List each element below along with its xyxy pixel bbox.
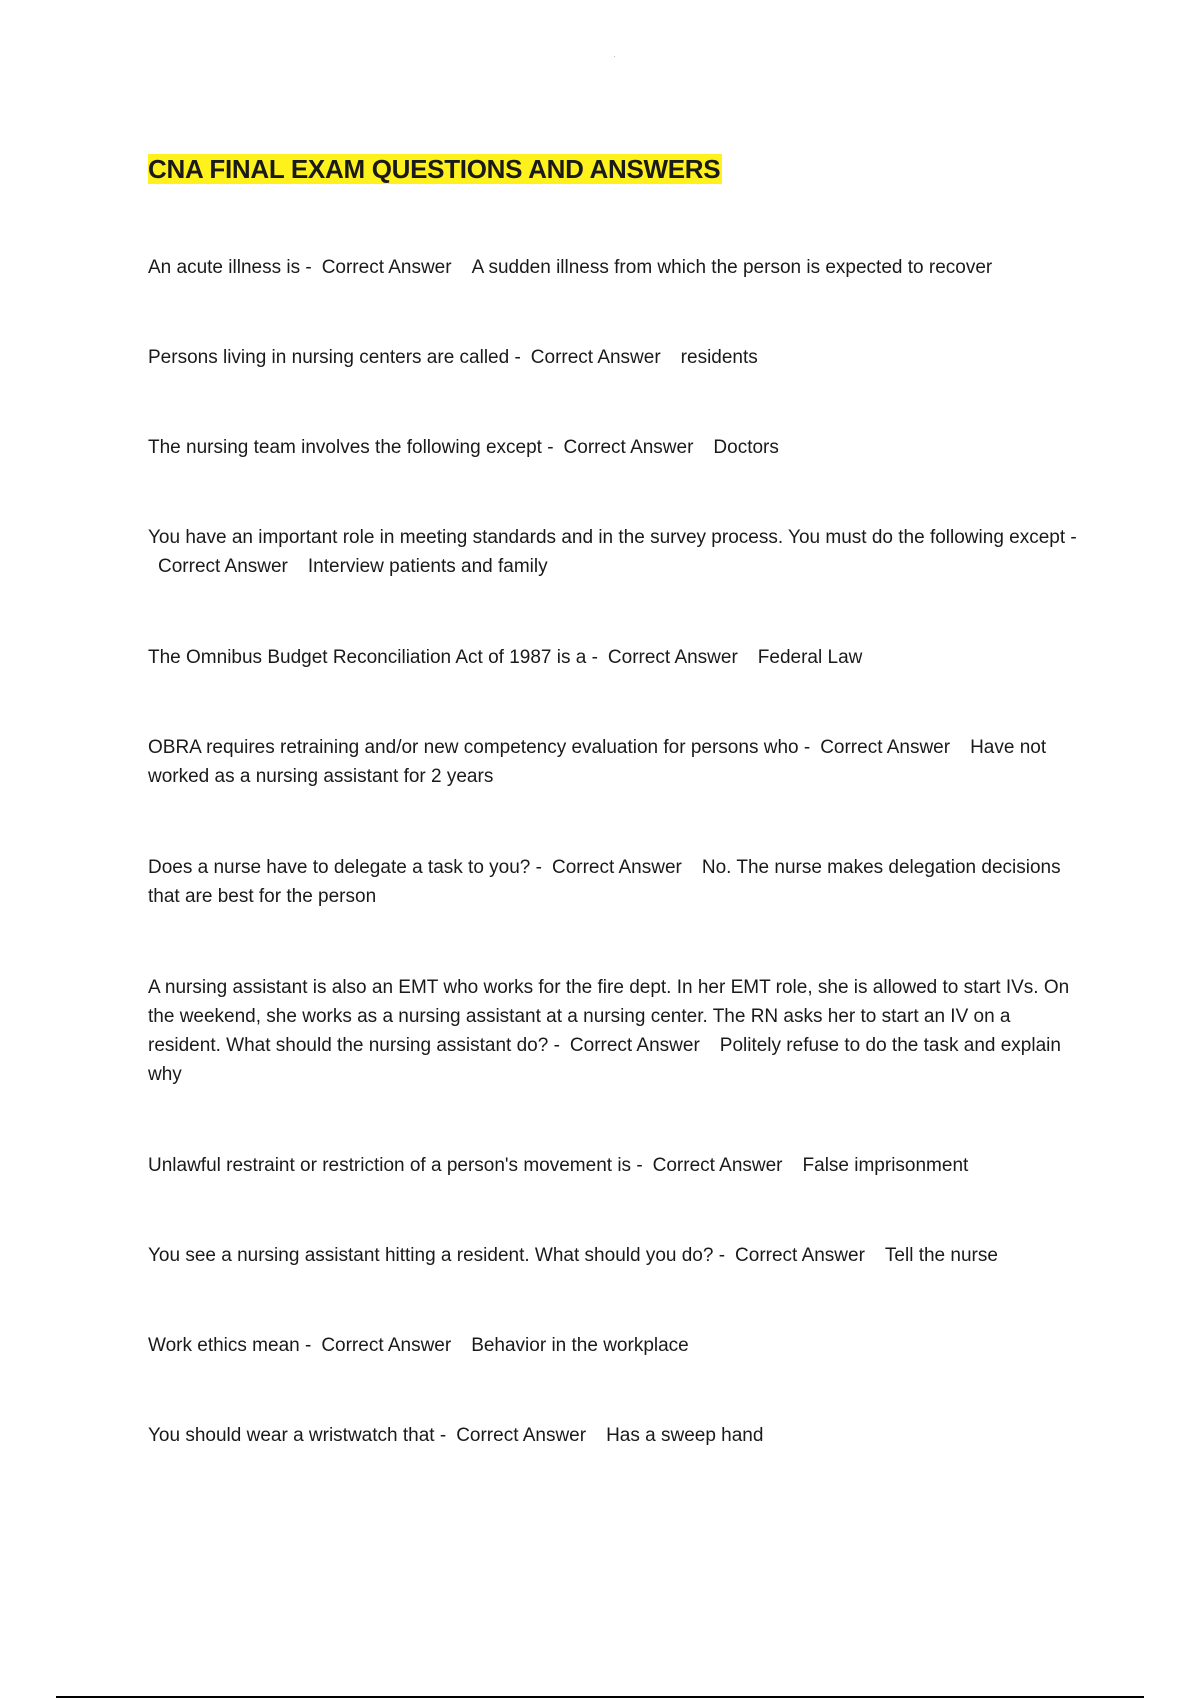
answer-text: False imprisonment (802, 1155, 969, 1176)
question-text: OBRA requires retraining and/or new competency evaluation for persons who - (148, 737, 811, 758)
answer-text: Federal Law (757, 647, 863, 668)
answer-text: Has a sweep hand (606, 1425, 764, 1446)
qa-item (148, 733, 1078, 791)
answer-label: Correct Answer (321, 257, 452, 278)
answer-label: Correct Answer (607, 647, 738, 668)
scan-speck (614, 56, 615, 57)
qa-item (148, 253, 1078, 282)
answer-text: residents (680, 347, 758, 368)
qa-item (148, 1151, 1078, 1180)
answer-label: Correct Answer (158, 556, 288, 577)
answer-text: A sudden illness from which the person is expected to recover (471, 257, 993, 278)
answer-label: Correct Answer (551, 857, 682, 878)
answer-label: Correct Answer (321, 1335, 452, 1356)
question-text: The nursing team involves the following except - (148, 437, 554, 458)
question-text: You have an important role in meeting standards and in the survey process. You must do the following except - (148, 527, 1077, 548)
document-title (148, 151, 722, 187)
document-title-text: CNA FINAL EXAM QUESTIONS AND ANSWERS (148, 154, 721, 184)
qa-item (148, 433, 1078, 462)
answer-text: Politely refuse to do the task and explain why (148, 1035, 1061, 1085)
answer-text: No. The nurse makes delegation decisions that are best for the person (148, 857, 1061, 907)
question-text: You should wear a wristwatch that - (148, 1425, 447, 1446)
qa-item (148, 973, 1078, 1089)
question-text: Does a nurse have to delegate a task to you? - (148, 857, 542, 878)
question-text: You see a nursing assistant hitting a resident. What should you do? - (148, 1245, 726, 1266)
question-text: Work ethics mean - (148, 1335, 312, 1356)
answer-label: Correct Answer (820, 737, 951, 758)
answer-text: Interview patients and family (307, 556, 548, 577)
qa-item (148, 343, 1078, 372)
qa-item (148, 643, 1078, 672)
answer-text: Have not worked as a nursing assistant for 2 years (148, 737, 1047, 787)
answer-text: Tell the nurse (884, 1245, 998, 1266)
answer-label: Correct Answer (735, 1245, 865, 1266)
answer-label: Correct Answer (563, 437, 694, 458)
answer-label: Correct Answer (456, 1425, 587, 1446)
answer-label: Correct Answer (652, 1155, 783, 1176)
qa-item (148, 853, 1078, 911)
answer-label: Correct Answer (530, 347, 661, 368)
answer-label: Correct Answer (569, 1035, 700, 1056)
answer-text: Behavior in the workplace (471, 1335, 689, 1356)
question-text: Persons living in nursing centers are called - (148, 347, 521, 368)
question-text: The Omnibus Budget Reconciliation Act of 1987 is a - (148, 647, 598, 668)
question-text: Unlawful restraint or restriction of a person's movement is - (148, 1155, 643, 1176)
question-text: An acute illness is - (148, 257, 312, 278)
question-text: A nursing assistant is also an EMT who works for the fire dept. In her EMT role, she is allowed to start IVs. On the weekend, she works as a nursing assistant at a nursing center. The RN asks her to start an IV on a resident. What should the nursing assistant do? - (148, 977, 1070, 1056)
page-bottom-rule (56, 1696, 1144, 1698)
qa-item (148, 1421, 1078, 1450)
qa-item (148, 1331, 1078, 1360)
qa-item (148, 1241, 1078, 1270)
qa-item (148, 523, 1078, 581)
answer-text: Doctors (713, 437, 779, 458)
